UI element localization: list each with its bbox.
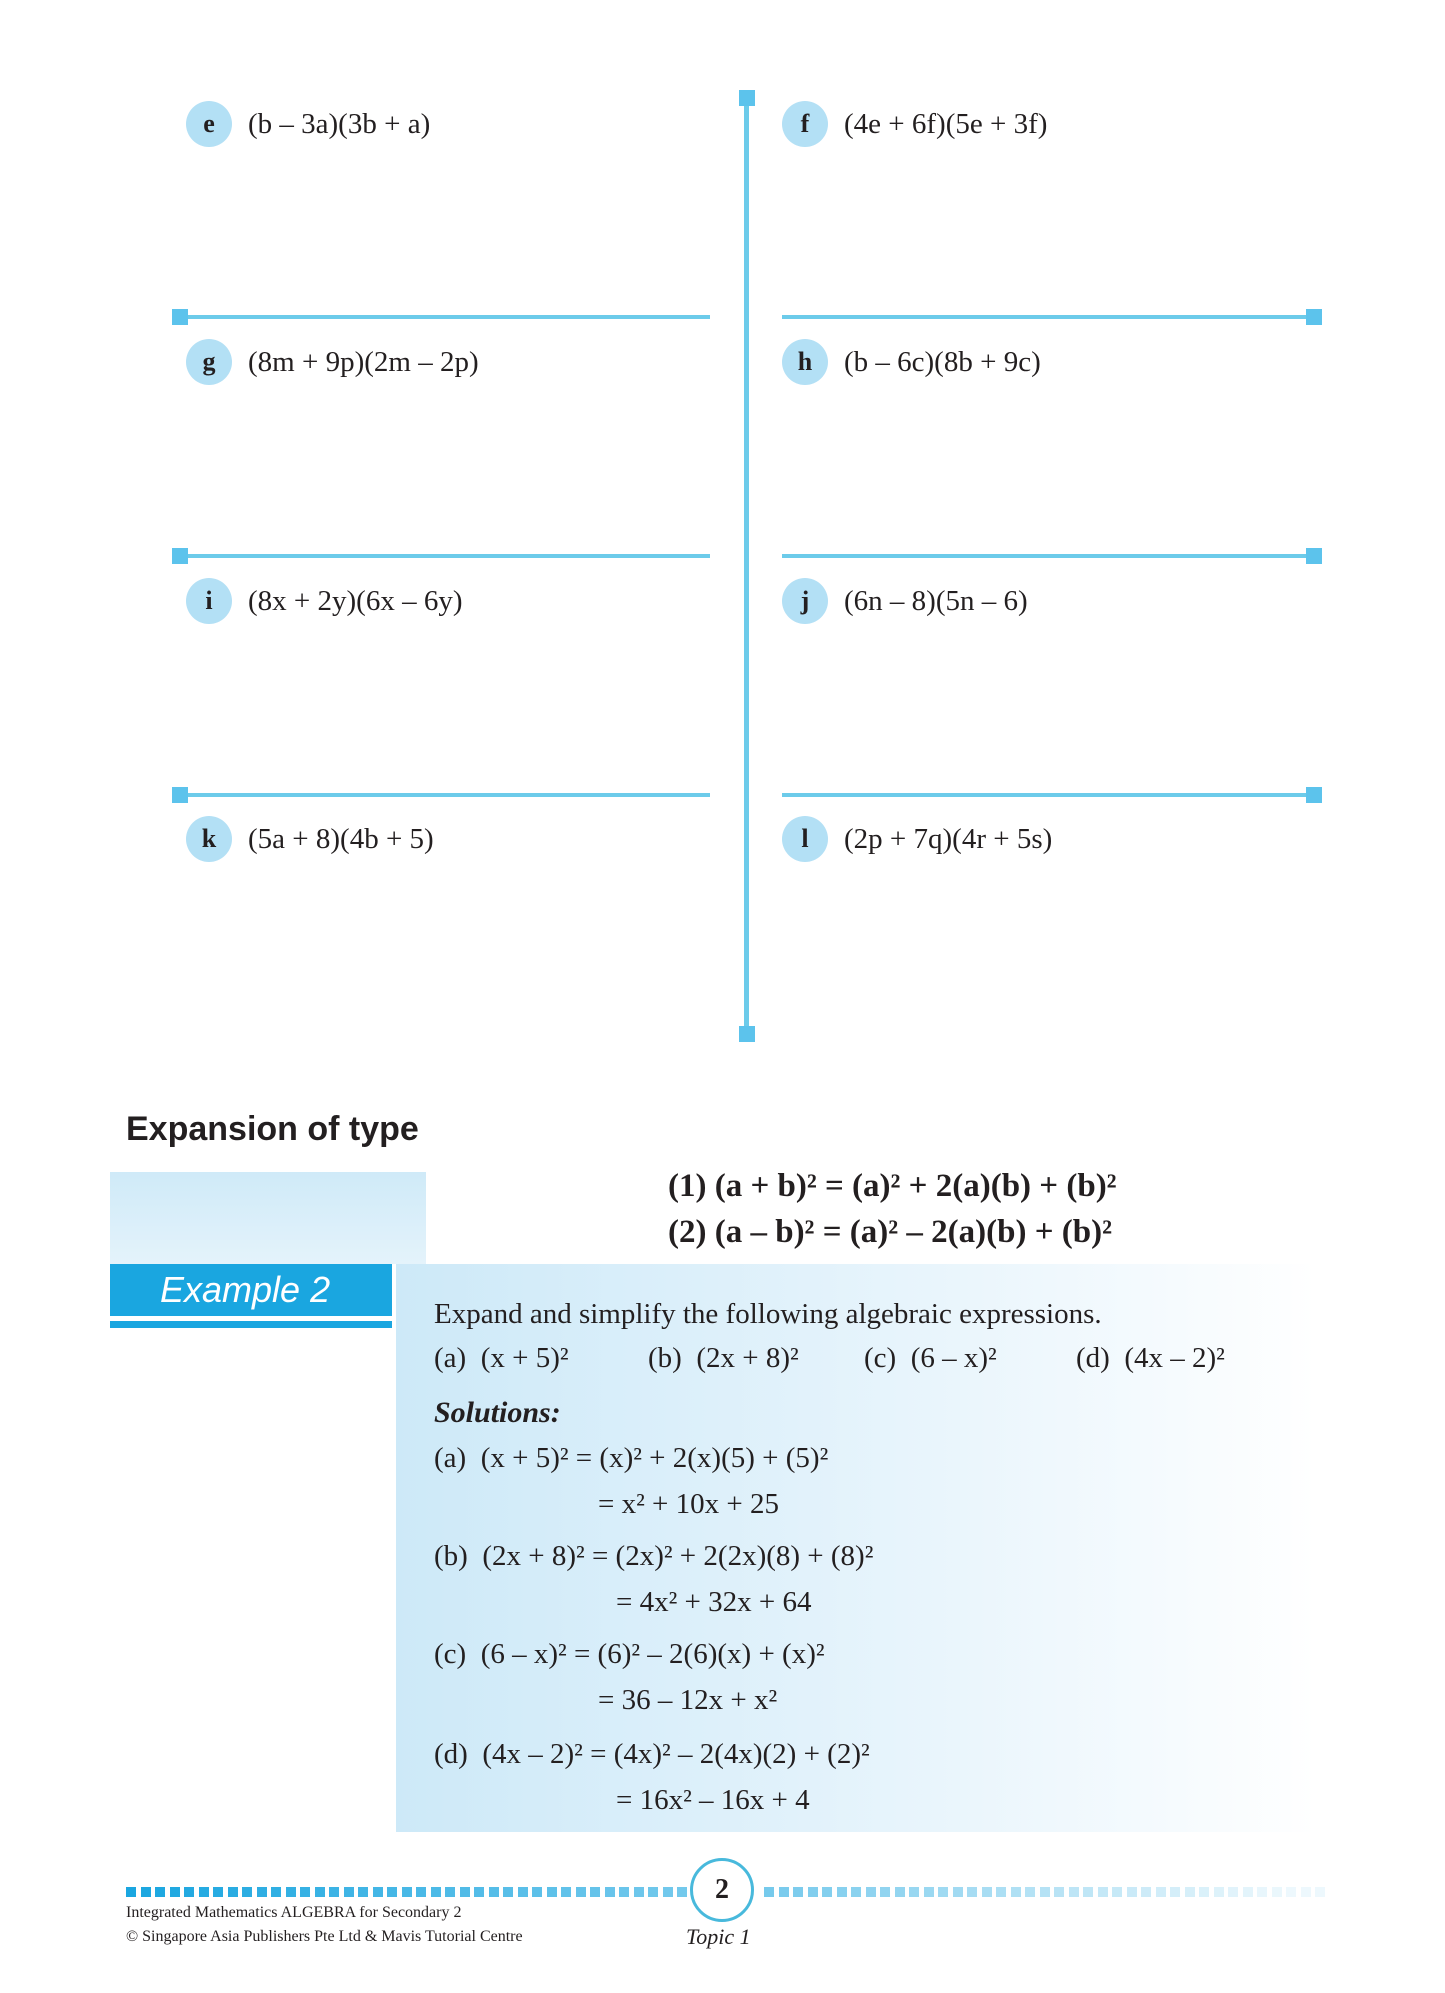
- footer-dash: [1228, 1887, 1238, 1897]
- footer-dash: [518, 1887, 528, 1897]
- footer-dash: [1301, 1887, 1311, 1897]
- footer-dash: [1141, 1887, 1151, 1897]
- footer-dash: [474, 1887, 484, 1897]
- exercise-e: [186, 101, 430, 147]
- footer-dash: [605, 1887, 615, 1897]
- footer-dash: [503, 1887, 513, 1897]
- exercise-label-badge: k: [186, 816, 232, 862]
- solution-d-line2: = 16x² – 16x + 4: [616, 1784, 810, 1816]
- footer-copyright: © Singapore Asia Publishers Pte Ltd & Mavis Tutorial Centre: [126, 1928, 523, 1945]
- footer-topic: Topic 1: [686, 1924, 751, 1949]
- footer-dash: [764, 1887, 774, 1897]
- solution-d-line1: (d) (4x – 2)² = (4x)² – 2(4x)(2) + (2)²: [434, 1738, 870, 1770]
- exercise-expression: (8m + 9p)(2m – 2p): [248, 345, 479, 378]
- footer-dash: [1257, 1887, 1267, 1897]
- footer-dash: [1098, 1887, 1108, 1897]
- exercise-label-badge: h: [782, 339, 828, 385]
- footer-dash: [373, 1887, 383, 1897]
- footer-dash: [924, 1887, 934, 1897]
- divider-right-2: [782, 554, 1316, 558]
- footer-dash: [213, 1887, 223, 1897]
- footer-dash: [300, 1887, 310, 1897]
- divider-cap: [1306, 787, 1322, 803]
- footer-dash: [1011, 1887, 1021, 1897]
- divider-right-1: [782, 315, 1316, 319]
- divider-left-2: [178, 554, 710, 558]
- footer-dash: [1199, 1887, 1209, 1897]
- example-heading-underline: [110, 1321, 392, 1328]
- footer-dash: [996, 1887, 1006, 1897]
- footer-dash: [286, 1887, 296, 1897]
- footer-dash: [634, 1887, 644, 1897]
- exercise-expression: (b – 3a)(3b + a): [248, 107, 431, 140]
- solution-a-line2: = x² + 10x + 25: [598, 1488, 780, 1520]
- footer-dash: [271, 1887, 281, 1897]
- example-part-c: (c) (6 – x)²: [864, 1342, 997, 1374]
- exercise-f: [782, 101, 1047, 147]
- footer-dash: [199, 1887, 209, 1897]
- footer-dash: [1214, 1887, 1224, 1897]
- example-instruction: Expand and simplify the following algebraic expressions.: [434, 1298, 1102, 1330]
- footer-dash: [445, 1887, 455, 1897]
- footer-dash: [242, 1887, 252, 1897]
- footer-dash: [619, 1887, 629, 1897]
- footer-dash: [590, 1887, 600, 1897]
- example-part-d: (d) (4x – 2)²: [1076, 1342, 1225, 1374]
- footer-dash: [1170, 1887, 1180, 1897]
- footer-dash: [344, 1887, 354, 1897]
- footer-dash: [677, 1887, 687, 1897]
- exercise-expression: (5a + 8)(4b + 5): [248, 822, 434, 855]
- divider-cap: [172, 309, 188, 325]
- footer-dash: [938, 1887, 948, 1897]
- center-divider: [744, 96, 749, 1038]
- footer-dash: [1272, 1887, 1282, 1897]
- footer-dash: [779, 1887, 789, 1897]
- formula-1: (1) (a + b)² = (a)² + 2(a)(b) + (b)²: [668, 1168, 1117, 1204]
- example-heading-text: Example 2: [160, 1269, 331, 1310]
- footer-dash: [982, 1887, 992, 1897]
- footer-dash: [126, 1887, 136, 1897]
- footer-dash: [315, 1887, 325, 1897]
- footer-dash: [170, 1887, 180, 1897]
- exercise-k: [186, 816, 434, 862]
- divider-cap-bottom: [739, 1026, 755, 1042]
- footer-dash: [837, 1887, 847, 1897]
- exercise-label-badge: g: [186, 339, 232, 385]
- exercise-j: [782, 578, 1028, 624]
- footer-dash: [416, 1887, 426, 1897]
- exercise-expression: (2p + 7q)(4r + 5s): [844, 822, 1053, 855]
- footer-dash: [851, 1887, 861, 1897]
- divider-cap: [172, 787, 188, 803]
- footer-dash: [576, 1887, 586, 1897]
- footer-dash: [663, 1887, 673, 1897]
- divider-cap-top: [739, 90, 755, 106]
- exercise-label-badge: f: [782, 101, 828, 147]
- footer-dash: [1243, 1887, 1253, 1897]
- formula-2: (2) (a – b)² = (a)² – 2(a)(b) + (b)²: [668, 1214, 1112, 1250]
- exercise-label-badge: i: [186, 578, 232, 624]
- footer-dash: [967, 1887, 977, 1897]
- exercise-i: [186, 578, 462, 624]
- footer-dash: [387, 1887, 397, 1897]
- footer-dash: [953, 1887, 963, 1897]
- exercise-expression: (6n – 8)(5n – 6): [844, 584, 1028, 617]
- divider-cap: [1306, 548, 1322, 564]
- solution-b-line2: = 4x² + 32x + 64: [616, 1586, 812, 1618]
- footer-dash: [648, 1887, 658, 1897]
- footer-dash: [547, 1887, 557, 1897]
- footer-dash: [1054, 1887, 1064, 1897]
- footer-dash: [431, 1887, 441, 1897]
- footer-dash: [866, 1887, 876, 1897]
- footer-dash: [184, 1887, 194, 1897]
- footer-dash: [489, 1887, 499, 1897]
- footer-dash: [909, 1887, 919, 1897]
- footer-dash: [532, 1887, 542, 1897]
- exercise-label-badge: l: [782, 816, 828, 862]
- footer-dash: [1112, 1887, 1122, 1897]
- footer-dash: [822, 1887, 832, 1897]
- footer-dash: [880, 1887, 890, 1897]
- footer-dash: [402, 1887, 412, 1897]
- footer-book-title: Integrated Mathematics ALGEBRA for Secondary 2: [126, 1904, 462, 1921]
- solution-b-line1: (b) (2x + 8)² = (2x)² + 2(2x)(8) + (8)²: [434, 1540, 874, 1572]
- exercise-expression: (8x + 2y)(6x – 6y): [248, 584, 463, 617]
- exercise-label-badge: e: [186, 101, 232, 147]
- footer-dash: [141, 1887, 151, 1897]
- footer-dash: [793, 1887, 803, 1897]
- footer-dash: [257, 1887, 267, 1897]
- footer-dash: [1315, 1887, 1325, 1897]
- footer-dash: [329, 1887, 339, 1897]
- exercise-g: [186, 339, 479, 385]
- footer-dash: [1185, 1887, 1195, 1897]
- divider-left-1: [178, 315, 710, 319]
- solution-c-line2: = 36 – 12x + x²: [598, 1684, 778, 1716]
- solution-a-line1: (a) (x + 5)² = (x)² + 2(x)(5) + (5)²: [434, 1442, 829, 1474]
- exercise-label-badge: j: [782, 578, 828, 624]
- footer-dash: [561, 1887, 571, 1897]
- solution-c-line1: (c) (6 – x)² = (6)² – 2(6)(x) + (x)²: [434, 1638, 825, 1670]
- footer-dash: [1025, 1887, 1035, 1897]
- page-number: 2: [690, 1858, 754, 1922]
- footer-dash: [228, 1887, 238, 1897]
- exercise-l: [782, 816, 1052, 862]
- footer-dash: [1127, 1887, 1137, 1897]
- exercise-expression: (4e + 6f)(5e + 3f): [844, 107, 1048, 140]
- footer-dash: [1069, 1887, 1079, 1897]
- footer-dash: [1040, 1887, 1050, 1897]
- example-part-a: (a) (x + 5)²: [434, 1342, 569, 1374]
- footer-dash: [1286, 1887, 1296, 1897]
- divider-right-3: [782, 793, 1316, 797]
- example-heading: [110, 1264, 392, 1316]
- divider-cap: [1306, 309, 1322, 325]
- exercise-h: [782, 339, 1041, 385]
- divider-cap: [172, 548, 188, 564]
- example-side-panel: [110, 1172, 426, 1264]
- divider-left-3: [178, 793, 710, 797]
- footer-dash: [358, 1887, 368, 1897]
- exercise-expression: (b – 6c)(8b + 9c): [844, 345, 1041, 378]
- footer-dash: [1156, 1887, 1166, 1897]
- solutions-title: Solutions:: [434, 1396, 561, 1429]
- section-title: Expansion of type: [126, 1110, 419, 1148]
- footer-dash: [155, 1887, 165, 1897]
- example-part-b: (b) (2x + 8)²: [648, 1342, 799, 1374]
- footer-dash: [808, 1887, 818, 1897]
- footer-dash: [1083, 1887, 1093, 1897]
- footer-dash: [895, 1887, 905, 1897]
- footer-dash: [460, 1887, 470, 1897]
